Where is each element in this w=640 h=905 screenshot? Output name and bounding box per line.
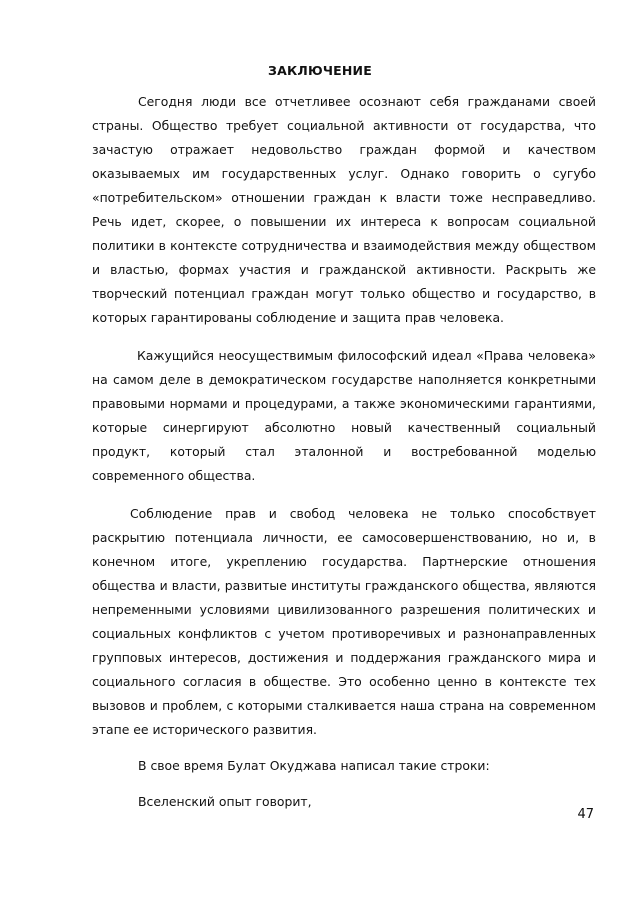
paragraph-3: Соблюдение прав и свобод человека не только способствует раскрытию потенциала личности, ее самосовершенствованию, но и, в конечном итоге, укреплению государства. Партнерские отношения общества и власти, развитые институты гражданского общества, являются непременными условиями цивилизованного разрешения политических и социальных конфликтов с учетом противоречивых и разнонаправленных групповых интересов, достижения и поддержания гражданского мира и социального согласия в обществе. Это особенно ценно в контексте тех вызовов и проблем, с которыми сталкивается наша страна на современном этапе ее исторического развития. bbox=[92, 506, 596, 737]
section-title: ЗАКЛЮЧЕНИЕ bbox=[268, 63, 372, 78]
paragraph-5: Вселенский опыт говорит, bbox=[138, 794, 312, 809]
paragraph-1: Сегодня люди все отчетливее осознают себя гражданами своей страны. Общество требует социальной активности от государства, что зачастую отражает недовольство граждан формой и качеством оказываемых им государственных услуг. Однако говорить о сугубо «потребительском» отношении граждан к власти тоже несправедливо. Речь идет, скорее, о повышении их интереса к вопросам социальной политики в контексте сотрудничества и взаимодействия между обществом и властью, формах участия и гражданской активности. Раскрыть же творческий потенциал граждан могут только общество и государство, в которых гарантированы соблюдение и защита прав человека. bbox=[92, 94, 596, 325]
document-body bbox=[92, 90, 596, 814]
paragraph-4: В свое время Булат Окуджава написал такие строки: bbox=[138, 758, 490, 773]
page-number: 47 bbox=[577, 807, 594, 822]
paragraph-2: Кажущийся неосуществимым философский идеал «Права человека» на самом деле в демократическом государстве наполняется конкретными правовыми нормами и процедурами, а также экономическими гарантиями, которые синергируют абсолютно новый качественный социальный продукт, который стал эталонной и востребованной моделью современного общества. bbox=[92, 348, 596, 483]
